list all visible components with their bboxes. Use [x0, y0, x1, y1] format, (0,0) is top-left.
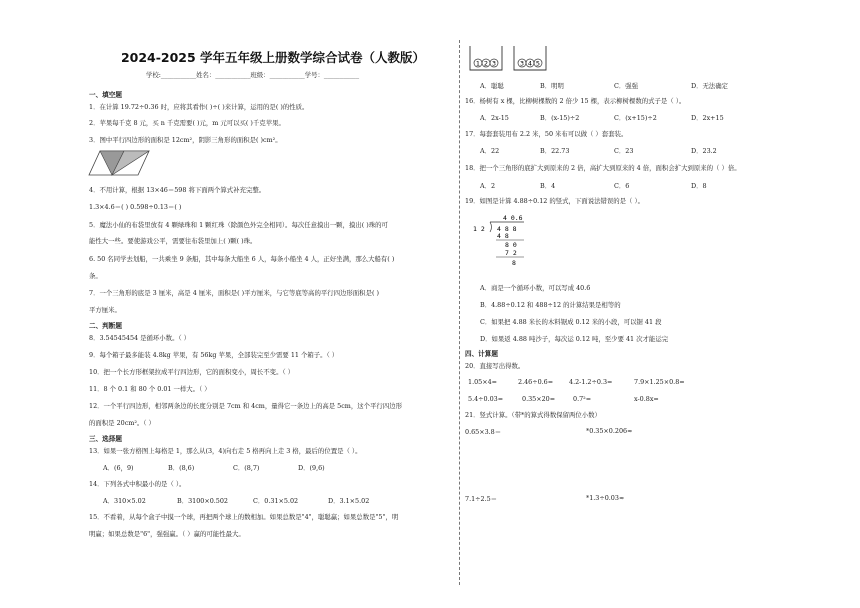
q19-option-d: D．如果返 4.88 吨沙子，每次运 0.12 吨，至少要 41 次才能运完 [480, 335, 669, 343]
q14-option-a: A．310×5.02 [103, 497, 146, 505]
division-step-2: 8 0 [505, 241, 517, 249]
q19-option-b: B．4.88÷0.12 和 488÷12 的计算结果是相等的 [480, 301, 621, 309]
box1-ball-3: 3 [491, 59, 497, 68]
question-16: 16．杨树有 x 棵，比柳树棵数的 2 倍少 15 棵，表示柳树棵数的式子是（ ）。 [465, 97, 686, 105]
q13-option-a: A．(6，9) [103, 464, 134, 472]
column-divider [459, 40, 460, 585]
question-5-line2: 能性大一些。要使游戏公平，需要往布袋里加上( )颗( )珠。 [89, 237, 257, 245]
q17-option-a: A．22 [480, 147, 500, 155]
division-step-1: 4 8 [497, 232, 509, 240]
q15-option-c: C．强强 [614, 82, 639, 90]
q16-option-c: C．(x+15)÷2 [614, 114, 657, 122]
question-14: 14．下列各式中积最小的是（ ）。 [89, 480, 186, 488]
question-12-line1: 12．一个平行四边形，相邻两条边的长度分别是 7cm 和 4cm，量得它一条边上的高是 5cm，这个平行四边形 [89, 402, 402, 410]
question-21: 21．竖式计算。（带*的算式得数保留两位小数） [465, 411, 601, 419]
parallelogram-figure [88, 150, 150, 176]
question-12-line2: 的面积是 20cm²。（ ） [89, 419, 155, 427]
q13-option-c: C．(8,7) [233, 464, 260, 472]
division-remainder: 8 [512, 259, 516, 267]
q16-option-a: A．2x-15 [480, 114, 509, 122]
question-7-line2: 平方厘米。 [89, 306, 121, 314]
q20-item-3: 4.2-1.2÷0.3= [569, 378, 613, 386]
q14-option-c: C．0.31×5.02 [253, 497, 299, 505]
question-8: 8．3.54545454 是循环小数。（ ） [89, 334, 191, 342]
q20-item-2: 2.46÷0.6= [518, 378, 554, 386]
division-dividend: 4 8 8 [497, 225, 517, 233]
q20-item-1: 1.05×4= [468, 378, 498, 386]
question-17: 17．每套套装用布 2.2 米，50 米布可以做（ ）套套装。 [465, 130, 628, 138]
q17-option-d: D．23.2 [691, 147, 717, 155]
q14-option-d: D．3.1×5.02 [328, 497, 370, 505]
q17-option-c: C．23 [614, 147, 634, 155]
q16-option-d: D．2x+15 [691, 114, 724, 122]
q14-option-b: B．3100×0.502 [177, 497, 229, 505]
q13-option-b: B．(8,6) [168, 464, 195, 472]
q18-option-d: D．8 [691, 182, 707, 190]
q21-item-2: *0.35×0.206≈ [586, 427, 633, 435]
long-division-figure [472, 212, 532, 272]
box2-ball-3: 5 [535, 59, 541, 68]
question-20: 20．直接写出得数。 [465, 362, 525, 370]
section-fill-in: 一、填空题 [89, 91, 122, 99]
q20-item-6: 0.35×20= [522, 395, 556, 403]
q19-option-a: A．商是一个循环小数，可以写成 40.6̇ [480, 284, 591, 292]
section-multiple-choice: 三、选择题 [89, 435, 122, 443]
question-3: 3．图中平行四边形的面积是 12cm²，阴影三角形的面积是( )cm²。 [89, 136, 282, 144]
q20-item-5: 5.4÷0.03= [468, 395, 504, 403]
box1-ball-2: 2 [483, 59, 489, 68]
student-info-line: 学校:___________姓名：___________班级：___________学号：___________ [146, 71, 360, 79]
question-15-line1: 15．不看着，从每个盒子中摸一个球，再把两个球上的数相加。如果总数是"4"，聪聪赢；如果总数是"5"，明 [89, 513, 399, 521]
box1-ball-1: 1 [475, 59, 481, 68]
question-6-line1: 6. 50 名同学去划船，一共乘坐 9 条船，其中每条大船坐 6 人，每条小船坐 4 人，正好坐满，那么大船有( ) [89, 255, 395, 263]
division-divisor: 1 2 [473, 225, 485, 233]
q21-item-1: 0.65×3.8＝ [465, 428, 502, 436]
question-11: 11．8 个 0.1 和 80 个 0.01 一样大。（ ） [89, 385, 211, 393]
question-18: 18．把一个三角形的底扩大到原来的 2 倍，高扩大到原来的 4 倍，面积会扩大到原来的（ ）倍。 [465, 164, 741, 172]
q20-item-8: x-0.8x= [634, 395, 659, 403]
question-4-blanks: 1.3×4.6＝( ) 0.598÷0.13＝( ) [89, 203, 182, 211]
q18-option-a: A．2 [480, 182, 496, 190]
box2-ball-1: 3 [519, 59, 525, 68]
section-calculation: 四、计算题 [465, 350, 498, 358]
question-6-line2: 条。 [89, 272, 102, 280]
division-quotient: 4 0.6 [503, 214, 523, 222]
question-1: 1．在计算 19.72÷0.36 时，应将其看作( )÷( )来计算，运用的是( )的性质。 [89, 103, 309, 111]
section-true-false: 二、判断题 [89, 322, 122, 330]
q18-option-b: B．4 [540, 182, 556, 190]
question-15-line2: 明赢；如果总数是"6"，强强赢。（ ）赢的可能性最大。 [89, 530, 245, 538]
question-9: 9．每个箱子最多能装 4.8kg 苹果，有 56kg 苹果，全部装完至少需要 11 个箱子。（ ） [89, 351, 339, 359]
q16-option-b: B．(x-15)÷2 [540, 114, 580, 122]
page-title: 2024-2025 学年五年级上册数学综合试卷（人教版） [120, 50, 426, 65]
question-19: 19．如图是计算 4.88÷0.12 的竖式，下面说法错误的是（ ）。 [465, 197, 645, 205]
q17-option-b: B．22.73 [540, 147, 570, 155]
q21-item-4: *1.3÷0.03≈ [586, 494, 625, 502]
division-step-3: 7 2 [505, 249, 517, 257]
box2-ball-2: 4 [527, 59, 533, 68]
q13-option-d: D．(9,6) [298, 464, 325, 472]
q15-option-a: A．聪聪 [480, 82, 504, 90]
q21-item-3: 7.1÷2.5＝ [465, 495, 498, 503]
question-7-line1: 7．一个三角形的底是 3 厘米，高是 4 厘米，面积是( )平方厘米，与它等底等高的平行四边形面积是( ) [89, 289, 379, 297]
question-10: 10．把一个长方形框架拉成平行四边形，它的面积变小，周长不变。（ ） [89, 368, 295, 376]
ball-boxes-figure [468, 44, 558, 72]
q18-option-c: C．6 [614, 182, 630, 190]
question-4: 4．不用计算，根据 13×46＝598 将下面两个算式补充完整。 [89, 186, 266, 194]
q15-option-d: D．无法确定 [691, 82, 729, 90]
q20-item-7: 0.7²= [573, 395, 592, 403]
q20-item-4: 7.9×1.25×0.8= [634, 378, 685, 386]
question-5-line1: 5．魔法小仙的布袋里放有 4 颗绿珠和 1 颗红珠（除颜色外完全相同）。每次任意摸出一颗，摸出( )珠的可 [89, 221, 388, 229]
q19-option-c: C．如果把 4.88 米长的木料锯成 0.12 米的小段，可以锯 41 段 [480, 318, 662, 326]
question-13: 13．如果一张方格图上每格是 1，那么从(3，4)向右走 5 格再向上走 3 格，最后的位置是（ ）。 [89, 447, 362, 455]
q15-option-b: B．明明 [540, 82, 564, 90]
question-2: 2．苹果每千克 8 元，买 n 千克需要( )元，m 元可以买( )千克苹果。 [89, 119, 285, 127]
